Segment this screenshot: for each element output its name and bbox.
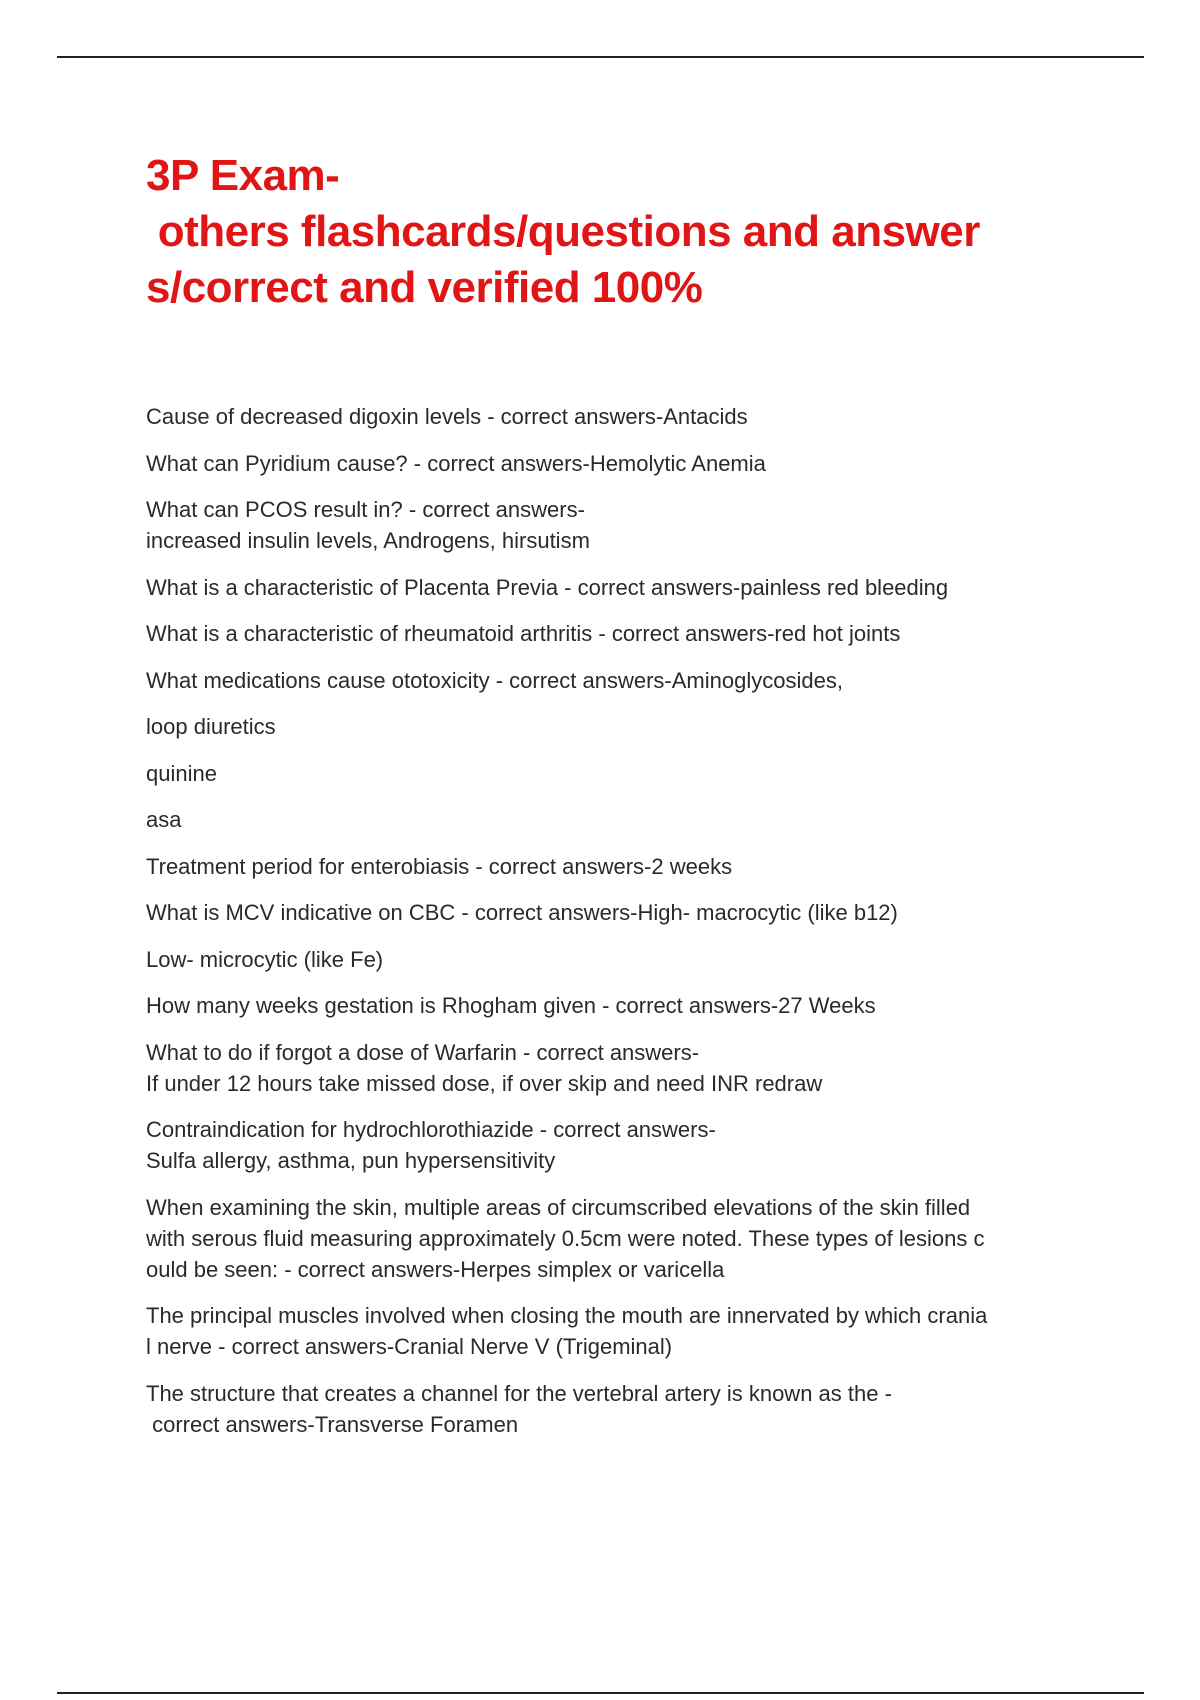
entry-line: What can Pyridium cause? - correct answers-Hemolytic Anemia: [146, 450, 766, 476]
entry-line: When examining the skin, multiple areas of circumscribed elevations of the skin filled: [146, 1194, 971, 1220]
entry-line: What medications cause ototoxicity - correct answers-Aminoglycosides,: [146, 667, 843, 693]
entry-line: Cause of decreased digoxin levels - correct answers-Antacids: [146, 404, 748, 429]
flashcard-entry: [146, 665, 1096, 696]
flashcard-entry: [146, 804, 1096, 835]
entry-line: correct answers-Transverse Foramen: [146, 1411, 519, 1437]
entry-line: increased insulin levels, Androgens, hirsutism: [146, 528, 590, 553]
flashcard-list: [146, 401, 1096, 1455]
title-line: 3P Exam-: [146, 151, 340, 200]
flashcard-entry: [146, 944, 1096, 975]
entry-line: ould be seen: - correct answers-Herpes simplex or varicella: [146, 1256, 725, 1282]
entry-line: quinine: [146, 760, 217, 786]
title-line: others flashcards/questions and answer: [146, 207, 980, 256]
entry-line: The principal muscles involved when closing the mouth are innervated by which crania: [146, 1303, 988, 1328]
flashcard-entry: [146, 990, 1096, 1021]
entry-line: asa: [146, 807, 182, 832]
entry-line: What is MCV indicative on CBC - correct answers-High- macrocytic (like b12): [146, 900, 898, 925]
flashcard-entry: [146, 1192, 1096, 1285]
title-line: s/correct and verified 100%: [146, 263, 703, 312]
entry-line: What is a characteristic of Placenta Previa - correct answers-painless red bleeding: [146, 574, 949, 600]
entry-line: loop diuretics: [146, 714, 276, 739]
flashcard-entry: [146, 448, 1096, 479]
flashcard-entry: [146, 494, 1096, 556]
footer-rule: [57, 1692, 1144, 1694]
entry-line: What can PCOS result in? - correct answers-: [146, 497, 585, 522]
entry-line: with serous fluid measuring approximately 0.5cm were noted. These types of lesions c: [146, 1225, 985, 1251]
flashcard-entry: [146, 758, 1096, 789]
entry-line: l nerve - correct answers-Cranial Nerve V (Trigeminal): [146, 1334, 673, 1359]
document-title: [146, 148, 1146, 316]
entry-line: What is a characteristic of rheumatoid arthritis - correct answers-red hot joints: [146, 621, 901, 646]
flashcard-entry: [146, 1037, 1096, 1099]
entry-line: Sulfa allergy, asthma, pun hypersensitivity: [146, 1148, 556, 1173]
entry-line: Contraindication for hydrochlorothiazide - correct answers-: [146, 1117, 716, 1142]
entry-line: The structure that creates a channel for the vertebral artery is known as the -: [146, 1380, 892, 1406]
flashcard-entry: [146, 401, 1096, 432]
flashcard-entry: [146, 711, 1096, 742]
flashcard-entry: [146, 618, 1096, 649]
entry-line: What to do if forgot a dose of Warfarin - correct answers-: [146, 1039, 700, 1065]
header-rule: [57, 56, 1144, 58]
flashcard-entry: [146, 1300, 1096, 1362]
flashcard-entry: [146, 897, 1096, 928]
flashcard-entry: [146, 572, 1096, 603]
flashcard-entry: [146, 1114, 1096, 1176]
flashcard-entry: [146, 851, 1096, 882]
entry-line: How many weeks gestation is Rhogham given - correct answers-27 Weeks: [146, 993, 876, 1018]
flashcard-entry: [146, 1378, 1096, 1440]
entry-line: If under 12 hours take missed dose, if over skip and need INR redraw: [146, 1070, 823, 1096]
entry-line: Low- microcytic (like Fe): [146, 946, 384, 972]
entry-line: Treatment period for enterobiasis - correct answers-2 weeks: [146, 853, 733, 879]
